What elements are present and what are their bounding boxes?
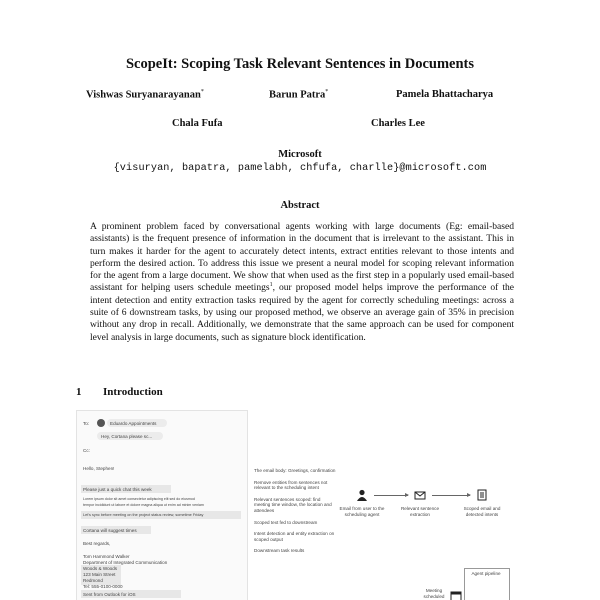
author-mark: * bbox=[325, 89, 329, 95]
author-name: Charles Lee bbox=[371, 118, 425, 129]
author-emails: {visuryan, bapatra, pamelabh, chfufa, charlle}@microsoft.com bbox=[113, 163, 487, 174]
abstract-text-1: A prominent problem faced by conversational agents working with large documents (Eg: email-based assistants) is the frequent presence of information in the document that is irrelevant to the assistant. This in turn makes it harder for the agent to accurately detect intents, extract entities relevant to those intents and perform the desired action. To address this issue we present a neural model for scoping relevant information for the agent from a large document. We show that when used as the first step in a popularly used email-based assistant for helping users schedule meetings bbox=[90, 221, 514, 294]
subject-chip-text: Hey, Cortana please sc... bbox=[101, 434, 153, 439]
signature-line: Tel: 555-0100-0000 bbox=[83, 584, 123, 589]
section-title: Introduction bbox=[103, 386, 163, 398]
footnote-marker: 1 bbox=[269, 282, 273, 289]
annotation: The email body: Greetings, confirmation bbox=[254, 468, 336, 473]
list-icon bbox=[476, 489, 488, 501]
email-line: Cortana will suggest times bbox=[83, 528, 137, 533]
abstract-text-2: , our proposed model helps improve the performance of the intent detection and entity extraction tasks required by the agent for correctly scheduling meetings: across a suite of 6 downstream tasks, by using our proposed method, we observe an average gain of 35% in precision without any drop in recall. Additionally, we demonstrate that the same approach can be used for component level analysis in large documents, such as signature block identification. bbox=[90, 282, 515, 343]
email-cc: Cc: bbox=[83, 448, 90, 453]
author-2 bbox=[269, 89, 328, 101]
email-to-label: To: bbox=[83, 421, 90, 426]
annotation: Scoped text fed to downstream bbox=[254, 519, 318, 525]
author-mark: * bbox=[200, 89, 204, 95]
signature-line: Redmond bbox=[83, 578, 103, 583]
email-line: Let's sync before meeting on the project status review, sometime Friday bbox=[83, 513, 204, 517]
email-screenshot bbox=[76, 410, 248, 600]
email-signoff: Best regards, bbox=[83, 541, 111, 546]
signature-line: Tom Hammond Walker bbox=[83, 554, 130, 559]
flow-caption: Relevant sentence extraction bbox=[400, 506, 440, 517]
panel-label: Agent pipeline bbox=[471, 571, 501, 576]
author-5 bbox=[371, 118, 425, 129]
author-3 bbox=[396, 89, 493, 100]
email-line: tempor incididunt ut labore et dolore magna aliqua ut enim ad minim veniam bbox=[83, 503, 204, 507]
flow-caption: Scoped email and detected intents bbox=[463, 506, 501, 517]
email-line: Please just a quick chat this week bbox=[83, 487, 152, 492]
pipeline-diagram bbox=[339, 480, 526, 600]
email-line: Lorem ipsum dolor sit amet consectetur adipiscing elit sed do eiusmod bbox=[83, 497, 195, 501]
author-name: Chala Fufa bbox=[172, 118, 223, 129]
section-number: 1 bbox=[76, 386, 82, 398]
flow-caption: Email from user to the scheduling agent bbox=[339, 506, 385, 517]
affiliation: Microsoft bbox=[278, 149, 322, 160]
sender-avatar-icon bbox=[97, 419, 105, 427]
intro-figure bbox=[76, 410, 526, 600]
from-chip-text: Eduardo Appointments bbox=[110, 421, 157, 426]
email-icon bbox=[414, 489, 426, 501]
author-name: Barun Patra bbox=[269, 89, 326, 101]
flow-arrow bbox=[432, 495, 470, 496]
flow-caption: Meeting scheduled bbox=[423, 588, 445, 599]
section-heading bbox=[76, 386, 163, 398]
flow-arrow bbox=[374, 495, 408, 496]
signature-line: Woods & Woods bbox=[83, 566, 118, 571]
annotation: Relevant sentences scoped: find meeting time window, the location and attendees bbox=[254, 496, 332, 513]
annotation: Remove entities from sentences not relevant to the scheduling intent bbox=[254, 479, 328, 491]
author-name: Pamela Bhattacharya bbox=[396, 89, 494, 100]
email-greeting: Hello, Stephen! bbox=[83, 466, 115, 471]
user-icon bbox=[356, 489, 368, 501]
author-4 bbox=[172, 118, 222, 129]
abstract-body bbox=[90, 221, 514, 344]
signature-line: 123 Main Street bbox=[83, 572, 116, 577]
annotation: Intent detection and entity extraction on scoped output bbox=[254, 531, 335, 542]
author-1 bbox=[86, 89, 204, 101]
figure-annotations bbox=[254, 468, 336, 560]
email-footer: Sent from Outlook for iOS bbox=[83, 592, 136, 597]
abstract-heading: Abstract bbox=[280, 200, 320, 211]
paper-title: ScopeIt: Scoping Task Relevant Sentences in Documents bbox=[125, 56, 475, 72]
annotation: Downstream task results bbox=[254, 548, 305, 554]
signature-line: Department of Integrated Communication bbox=[83, 560, 168, 565]
author-name: Vishwas Suryanarayanan bbox=[86, 89, 201, 101]
